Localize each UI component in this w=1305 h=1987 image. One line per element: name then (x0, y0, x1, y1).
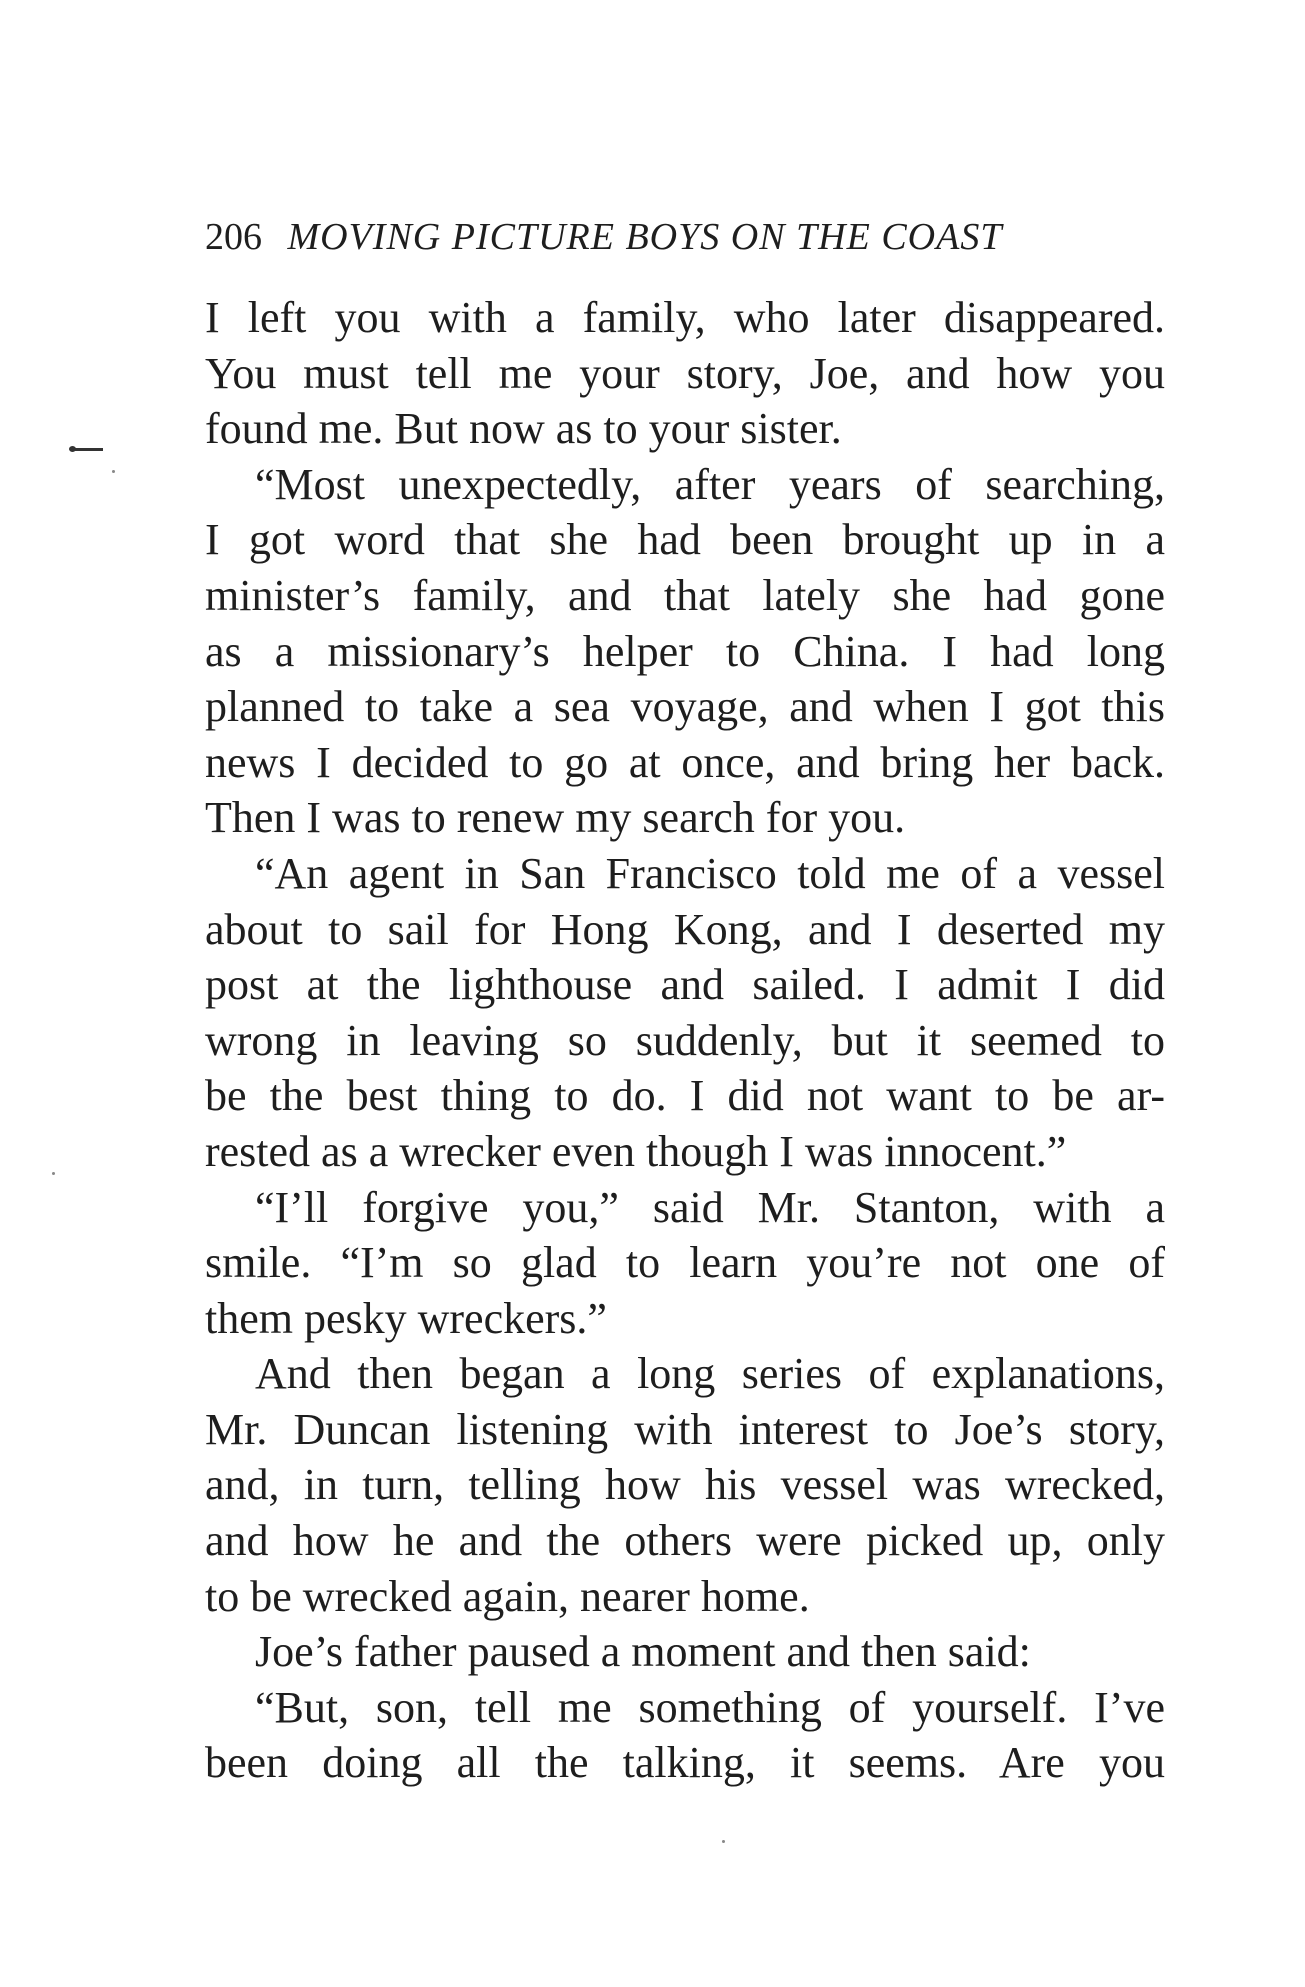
paper-speck (112, 470, 115, 473)
text-line: and, in turn, telling how his vessel was wrecked, (205, 1460, 1165, 1510)
text-line: I got word that she had been brought up in a (205, 515, 1165, 565)
text-line: “An agent in San Francisco told me of a vessel (255, 848, 1165, 898)
text-line: Mr. Duncan listening with interest to Joe’s story, (205, 1404, 1165, 1454)
text-line: Then I was to renew my search for you. (205, 793, 906, 843)
text-line: You must tell me your story, Joe, and how you (205, 348, 1165, 398)
text-line: I left you with a family, who later disappeared. (205, 293, 1165, 342)
paper-speck (722, 1840, 725, 1843)
text-line: “I’ll forgive you,” said Mr. Stanton, with a (255, 1182, 1165, 1232)
margin-pencil-mark (73, 448, 103, 451)
text-line: “Most unexpectedly, after years of searching, (255, 459, 1165, 509)
text-line: been doing all the talking, it seems. Are you (205, 1738, 1165, 1788)
text-line: Joe’s father paused a moment and then said: (255, 1627, 1031, 1677)
text-line: be the best thing to do. I did not want to be ar- (205, 1071, 1165, 1121)
running-title: MOVING PICTURE BOYS ON THE COAST (287, 216, 1003, 258)
page-number: 206 (205, 216, 262, 258)
paper-speck (52, 1172, 55, 1175)
text-line: post at the lighthouse and sailed. I admit I did (205, 960, 1165, 1010)
text-line: minister’s family, and that lately she had gone (205, 570, 1165, 620)
text-line: to be wrecked again, nearer home. (205, 1571, 810, 1621)
text-line: news I decided to go at once, and bring her back. (205, 737, 1165, 787)
text-line: And then began a long series of explanations, (255, 1349, 1165, 1399)
text-line: smile. “I’m so glad to learn you’re not one of (205, 1238, 1165, 1288)
text-line: planned to take a sea voyage, and when I got this (205, 682, 1165, 732)
text-line: about to sail for Hong Kong, and I deserted my (205, 904, 1165, 954)
text-line: wrong in leaving so suddenly, but it seemed to (205, 1015, 1165, 1065)
text-line: “But, son, tell me something of yourself. I’ve (255, 1682, 1165, 1732)
running-head (205, 207, 1205, 267)
body-text (205, 290, 1165, 1791)
text-line: them pesky wreckers.” (205, 1293, 607, 1343)
text-line: found me. But now as to your sister. (205, 404, 842, 454)
text-line: rested as a wrecker even though I was innocent.” (205, 1126, 1067, 1176)
text-line: and how he and the others were picked up, only (205, 1516, 1165, 1566)
text-line: as a missionary’s helper to China. I had long (205, 626, 1165, 676)
